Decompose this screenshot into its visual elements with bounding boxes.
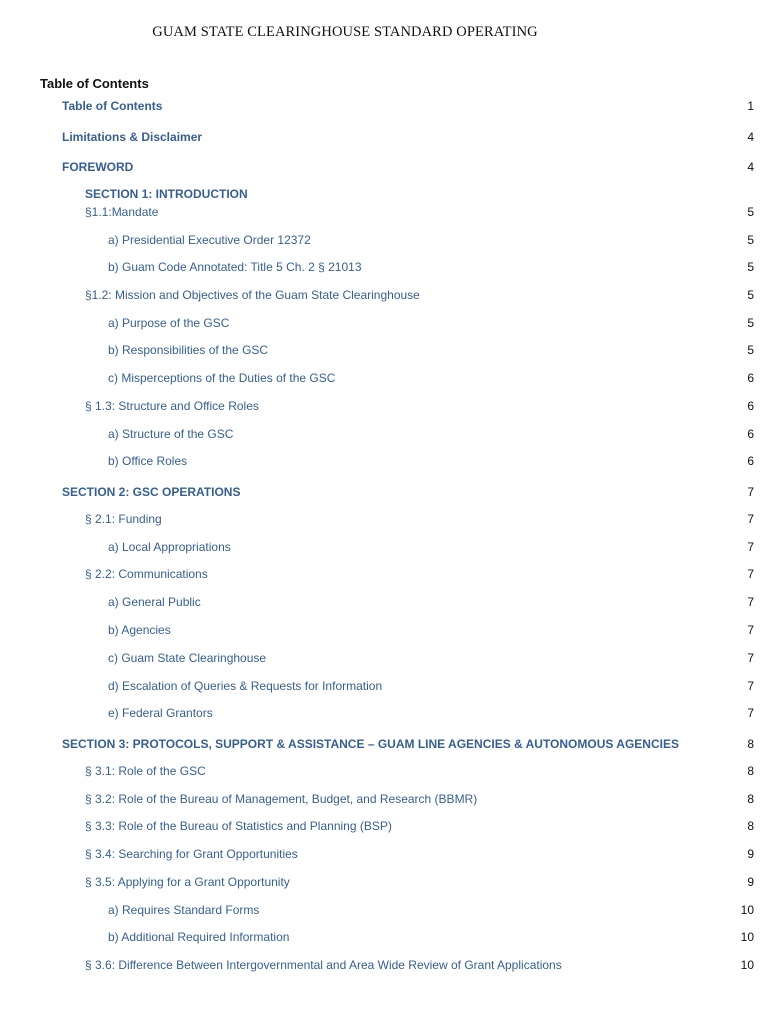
toc-heading: Table of Contents — [40, 76, 149, 91]
toc-page-number: 9 — [747, 875, 754, 889]
toc-entry-1-1-mandate[interactable]: §1.1:Mandate — [85, 205, 159, 219]
toc-entry-limitations[interactable]: Limitations & Disclaimer — [62, 130, 203, 144]
toc-entry-general-public[interactable]: a) General Public — [108, 595, 201, 609]
toc-page-number: 7 — [747, 679, 754, 693]
toc-entry-office-roles[interactable]: b) Office Roles — [108, 454, 188, 468]
toc-page-number: 7 — [747, 595, 754, 609]
toc-page-number: 6 — [747, 427, 754, 441]
toc-entry-3-4-searching[interactable]: § 3.4: Searching for Grant Opportunities — [85, 847, 298, 861]
toc-page-number: 6 — [747, 454, 754, 468]
toc-page-number: 6 — [747, 371, 754, 385]
toc-page-number: 5 — [747, 288, 754, 302]
toc-page-number: 8 — [747, 792, 754, 806]
toc-page-number: 4 — [747, 130, 754, 144]
toc-page-number: 10 — [740, 903, 754, 917]
toc-entry-standard-forms[interactable]: a) Requires Standard Forms — [108, 903, 260, 917]
toc-page-number: 7 — [747, 567, 754, 581]
toc-entry-table-of-contents[interactable]: Table of Contents — [62, 99, 163, 113]
toc-page-number: 5 — [747, 233, 754, 247]
toc-entry-guam-state-clearinghouse[interactable]: c) Guam State Clearinghouse — [108, 651, 267, 665]
toc-entry-2-2-communications[interactable]: § 2.2: Communications — [85, 567, 208, 581]
toc-entry-section-2[interactable]: SECTION 2: GSC OPERATIONS — [62, 485, 241, 499]
toc-entry-3-5-applying[interactable]: § 3.5: Applying for a Grant Opportunity — [85, 875, 290, 889]
toc-page-number: 7 — [747, 706, 754, 720]
toc-page-number: 5 — [747, 316, 754, 330]
toc-entry-3-3-role-bsp[interactable]: § 3.3: Role of the Bureau of Statistics and Planning (BSP) — [85, 819, 392, 833]
toc-entry-2-1-funding[interactable]: § 2.1: Funding — [85, 512, 162, 526]
toc-page-number: 7 — [747, 540, 754, 554]
toc-entry-responsibilities[interactable]: b) Responsibilities of the GSC — [108, 343, 269, 357]
toc-page-number: 7 — [747, 623, 754, 637]
toc-entry-structure-gsc[interactable]: a) Structure of the GSC — [108, 427, 234, 441]
toc-page-number: 7 — [747, 485, 754, 499]
toc-entry-agencies[interactable]: b) Agencies — [108, 623, 171, 637]
toc-entry-3-2-role-bbmr[interactable]: § 3.2: Role of the Bureau of Management, Budget, and Research (BBMR) — [85, 792, 478, 806]
toc-entry-misperceptions[interactable]: c) Misperceptions of the Duties of the GSC — [108, 371, 336, 385]
toc-page-number: 8 — [747, 819, 754, 833]
toc-entry-guam-code[interactable]: b) Guam Code Annotated: Title 5 Ch. 2 § 21013 — [108, 260, 362, 274]
toc-page-number: 10 — [740, 930, 754, 944]
toc-entry-federal-grantors[interactable]: e) Federal Grantors — [108, 706, 213, 720]
toc-entry-additional-info[interactable]: b) Additional Required Information — [108, 930, 290, 944]
toc-entry-section-1[interactable]: SECTION 1: INTRODUCTION — [85, 187, 248, 201]
toc-page-number: 8 — [747, 764, 754, 778]
toc-page-number: 5 — [747, 343, 754, 357]
toc-page-number: 5 — [747, 205, 754, 219]
toc-page-number: 9 — [747, 847, 754, 861]
toc-page-number: 6 — [747, 399, 754, 413]
toc-page-number: 7 — [747, 651, 754, 665]
toc-page-number: 10 — [740, 958, 754, 972]
toc-entry-purpose[interactable]: a) Purpose of the GSC — [108, 316, 230, 330]
toc-entry-1-3-structure[interactable]: § 1.3: Structure and Office Roles — [85, 399, 259, 413]
document-title: GUAM STATE CLEARINGHOUSE STANDARD OPERATING — [152, 24, 538, 40]
toc-entry-foreword[interactable]: FOREWORD — [62, 160, 134, 174]
toc-entry-executive-order[interactable]: a) Presidential Executive Order 12372 — [108, 233, 311, 247]
toc-entry-local-appropriations[interactable]: a) Local Appropriations — [108, 540, 231, 554]
toc-page-number: 1 — [747, 99, 754, 113]
toc-entry-section-3[interactable]: SECTION 3: PROTOCOLS, SUPPORT & ASSISTANCE – GUAM LINE AGENCIES & AUTONOMOUS AGENCIES — [62, 737, 679, 751]
toc-entry-3-1-role-gsc[interactable]: § 3.1: Role of the GSC — [85, 764, 206, 778]
toc-entry-escalation[interactable]: d) Escalation of Queries & Requests for Information — [108, 679, 383, 693]
toc-page-number: 8 — [747, 737, 754, 751]
toc-page-number: 5 — [747, 260, 754, 274]
toc-page-number: 7 — [747, 512, 754, 526]
toc-entry-3-6-difference[interactable]: § 3.6: Difference Between Intergovernmental and Area Wide Review of Grant Applications — [85, 958, 562, 972]
toc-entry-1-2-mission[interactable]: §1.2: Mission and Objectives of the Guam State Clearinghouse — [85, 288, 420, 302]
toc-page-number: 4 — [747, 160, 754, 174]
